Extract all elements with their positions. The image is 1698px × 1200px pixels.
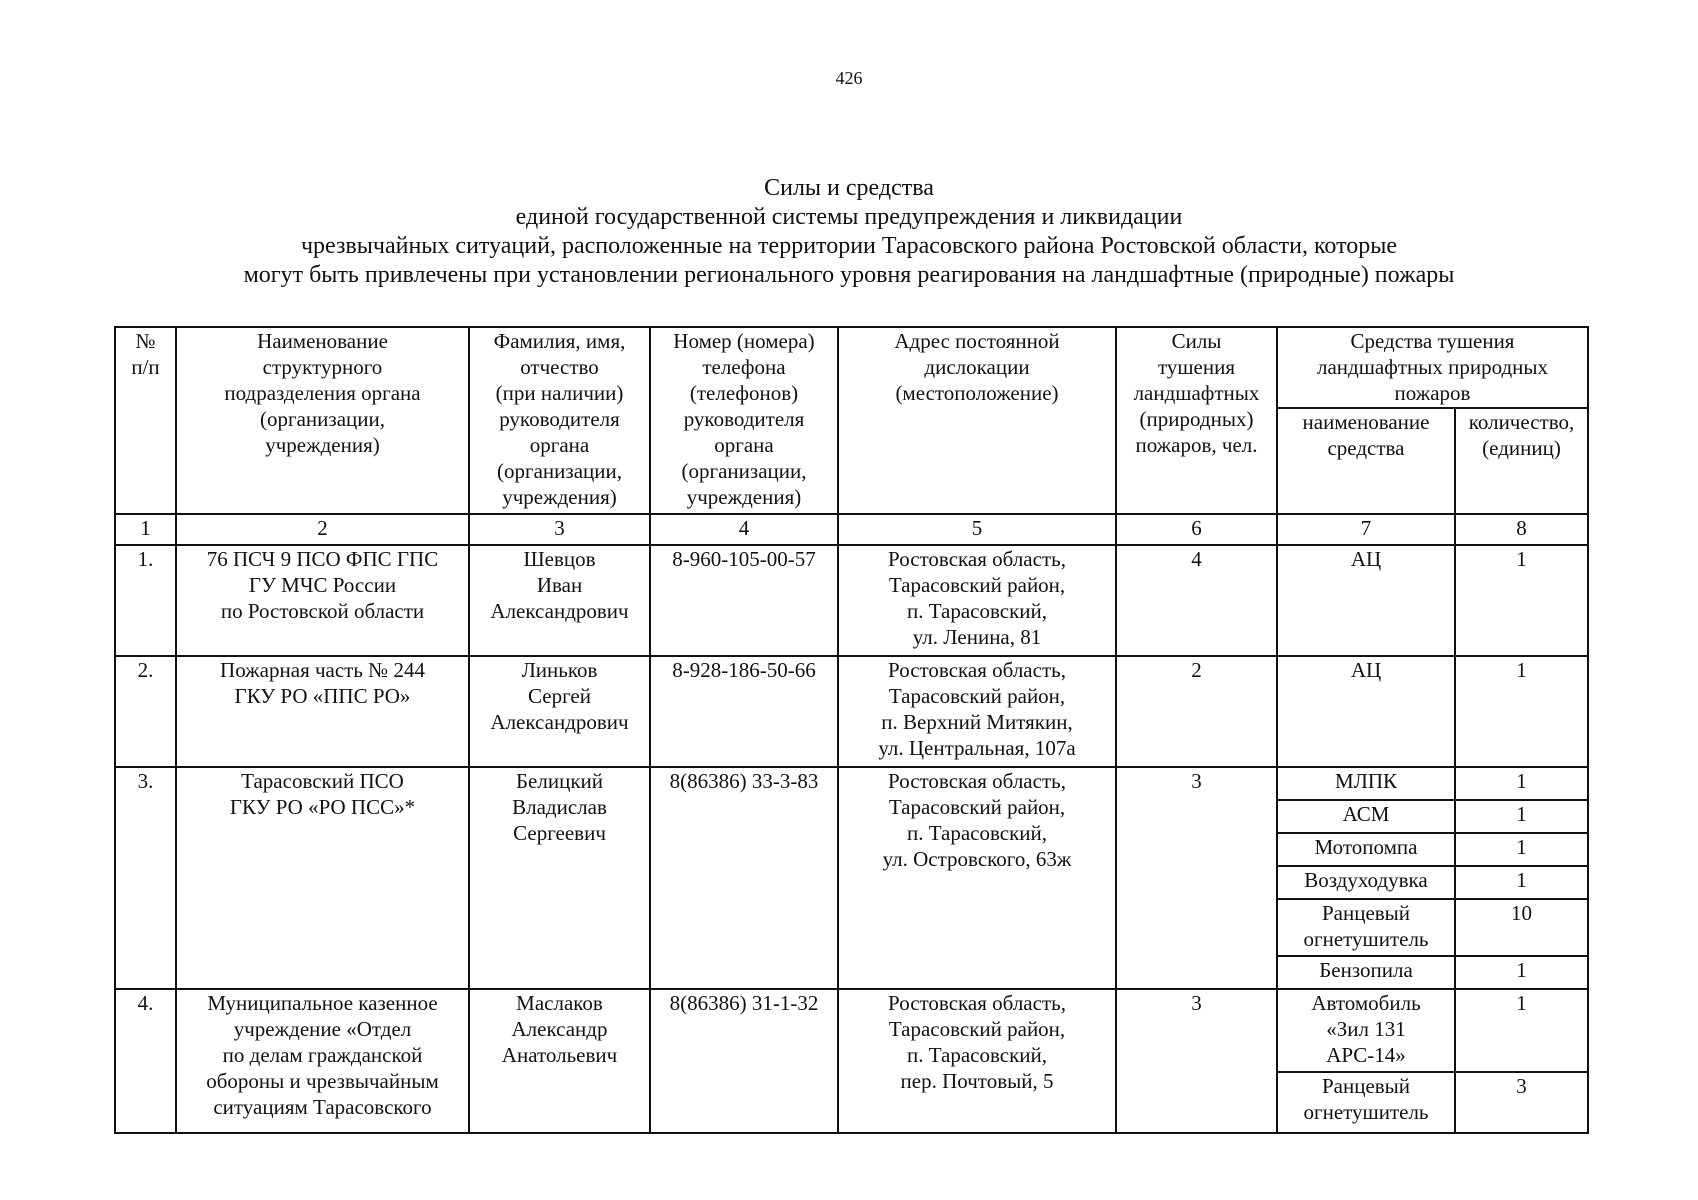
row-means-qty: 1 [1455, 956, 1588, 989]
header-means-name: наименование средства [1277, 408, 1455, 514]
row-forces: 3 [1116, 767, 1277, 989]
forces-table [114, 326, 1589, 1134]
row-means-name: Мотопомпа [1277, 833, 1455, 866]
row-means-name: Ранцевый огнетушитель [1277, 1072, 1455, 1133]
row-means-qty: 3 [1455, 1072, 1588, 1133]
row-org-name: 76 ПСЧ 9 ПСО ФПС ГПС ГУ МЧС России по Ростовской области [176, 545, 469, 656]
column-number: 4 [650, 514, 838, 545]
table-row [115, 767, 1588, 800]
row-org-name: Муниципальное казенное учреждение «Отдел по делам гражданской обороны и чрезвычайным ситуациям Тарасовского [176, 989, 469, 1133]
row-address: Ростовская область, Тарасовский район, п. Тарасовский, пер. Почтовый, 5 [838, 989, 1116, 1133]
row-address: Ростовская область, Тарасовский район, п. Верхний Митякин, ул. Центральная, 107а [838, 656, 1116, 767]
row-org-name: Тарасовский ПСО ГКУ РО «РО ПСС»* [176, 767, 469, 989]
column-number: 2 [176, 514, 469, 545]
row-means-qty: 1 [1455, 833, 1588, 866]
title-line: Силы и средства [764, 175, 934, 201]
row-forces: 4 [1116, 545, 1277, 656]
title-line: могут быть привлечены при установлении регионального уровня реагирования на ландшафтные (природные) пожары [243, 262, 1455, 288]
row-means-qty: 1 [1455, 656, 1588, 767]
row-head-name: Шевцов Иван Александрович [469, 545, 650, 656]
row-head-name: Линьков Сергей Александрович [469, 656, 650, 767]
row-means-qty: 1 [1455, 989, 1588, 1072]
row-phone: 8-928-186-50-66 [650, 656, 838, 767]
row-means-name: АЦ [1277, 656, 1455, 767]
row-means-name: МЛПК [1277, 767, 1455, 800]
row-means-qty: 10 [1455, 899, 1588, 956]
row-head-name: Маслаков Александр Анатольевич [469, 989, 650, 1133]
row-forces: 2 [1116, 656, 1277, 767]
document-title [60, 174, 1638, 290]
header-org-name: Наименование структурного подразделения органа (организации, учреждения) [176, 327, 469, 514]
title-line: единой государственной системы предупреждения и ликвидации [515, 204, 1183, 230]
row-phone: 8(86386) 33-3-83 [650, 767, 838, 989]
table-row [115, 545, 1588, 656]
row-means-name: Ранцевый огнетушитель [1277, 899, 1455, 956]
row-address: Ростовская область, Тарасовский район, п. Тарасовский, ул. Островского, 63ж [838, 767, 1116, 989]
column-number: 8 [1455, 514, 1588, 545]
header-address: Адрес постоянной дислокации (местоположение) [838, 327, 1116, 514]
row-org-name: Пожарная часть № 244 ГКУ РО «ППС РО» [176, 656, 469, 767]
row-address: Ростовская область, Тарасовский район, п. Тарасовский, ул. Ленина, 81 [838, 545, 1116, 656]
row-means-name: АСМ [1277, 800, 1455, 833]
header-means-qty: количество, (единиц) [1455, 408, 1588, 514]
row-num: 2. [115, 656, 176, 767]
row-means-qty: 1 [1455, 545, 1588, 656]
row-phone: 8(86386) 31-1-32 [650, 989, 838, 1133]
column-number: 5 [838, 514, 1116, 545]
table-row [115, 989, 1588, 1072]
row-num: 3. [115, 767, 176, 989]
header-num: № п/п [115, 327, 176, 514]
column-number: 3 [469, 514, 650, 545]
row-means-name: АЦ [1277, 545, 1455, 656]
row-means-name: Автомобиль «Зил 131 АРС-14» [1277, 989, 1455, 1072]
row-num: 4. [115, 989, 176, 1133]
column-numbers-row [115, 514, 1588, 545]
header-means: Средства тушения ландшафтных природных пожаров [1277, 327, 1588, 408]
row-head-name: Белицкий Владислав Сергеевич [469, 767, 650, 989]
row-means-qty: 1 [1455, 866, 1588, 899]
row-num: 1. [115, 545, 176, 656]
row-means-qty: 1 [1455, 800, 1588, 833]
row-means-qty: 1 [1455, 767, 1588, 800]
column-number: 1 [115, 514, 176, 545]
header-head-name: Фамилия, имя, отчество (при наличии) руководителя органа (организации, учреждения) [469, 327, 650, 514]
column-number: 7 [1277, 514, 1455, 545]
row-means-name: Воздуходувка [1277, 866, 1455, 899]
column-number: 6 [1116, 514, 1277, 545]
row-means-name: Бензопила [1277, 956, 1455, 989]
header-forces: Силы тушения ландшафтных (природных) пожаров, чел. [1116, 327, 1277, 514]
row-phone: 8-960-105-00-57 [650, 545, 838, 656]
header-phone: Номер (номера) телефона (телефонов) руководителя органа (организации, учреждения) [650, 327, 838, 514]
header-row [115, 327, 1588, 408]
page-number: 426 [835, 68, 863, 88]
table-row [115, 656, 1588, 767]
title-line: чрезвычайных ситуаций, расположенные на территории Тарасовского района Ростовской области, которые [300, 233, 1398, 259]
row-forces: 3 [1116, 989, 1277, 1133]
